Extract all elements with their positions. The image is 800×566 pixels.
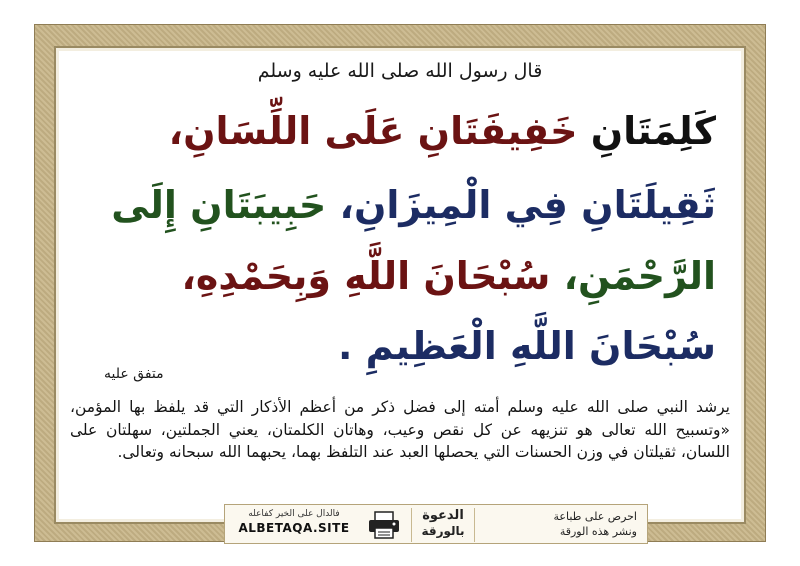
cta-line-1: احرص على طباعة [553, 510, 637, 523]
hadith-segment: خَفِيفَتَانِ عَلَى اللِّسَانِ، [168, 109, 578, 153]
logo-bottom-text: بالورقة [421, 524, 465, 538]
site-url[interactable]: ALBETAQA.SITE [238, 521, 350, 535]
site-box[interactable] [231, 509, 357, 539]
hadith-segment: كَلِمَتَانِ [577, 109, 716, 153]
hadith-line-2 [111, 182, 716, 228]
cta-line-2: ونشر هذه الورقة [559, 525, 637, 538]
card [54, 46, 746, 538]
printer-icon [367, 511, 401, 539]
print-cta [487, 509, 637, 539]
hadith-segment: سُبْحَانَ اللَّهِ الْعَظِيمِ . [337, 324, 716, 368]
footer-bar [224, 504, 648, 544]
hadith-line-4 [338, 323, 716, 369]
logo-top-text: الدعوة [422, 508, 464, 523]
explanation-paragraph: يرشد النبي صلى الله عليه وسلم أمته إلى فضل ذكر من أعظم الأذكار التي قد يلفظ بها المؤمن، «وتسبيح الله تعالى هو تنزيهه عن كل نقص وعيب، وهاتان الكلمتان، يعني الجملتين، سهلتان على اللسان، ثقيلتان في وزن الحسنات التي يحصلها العبد عند التلفظ بهما، يحبهما الله سبحانه وتعالى. [70, 398, 730, 461]
hadith-attribution: متفق عليه [104, 366, 164, 382]
card-header: قال رسول الله صلى الله عليه وسلم [257, 60, 543, 82]
dawa-logo [411, 508, 475, 542]
hadith-segment: سُبْحَانَ اللَّهِ وَبِحَمْدِهِ، [181, 254, 551, 298]
site-tagline: فالدال على الخير كفاعله [248, 509, 340, 519]
hadith-line-3 [181, 253, 716, 299]
hadith-segment: ثَقِيلَتَانِ فِي الْمِيزَانِ، [326, 183, 716, 227]
hadith-segment: حَبِيبَتَانِ إِلَى [111, 183, 327, 227]
hadith-line-1 [169, 108, 716, 154]
hadith-segment: الرَّحْمَنِ، [550, 254, 716, 298]
